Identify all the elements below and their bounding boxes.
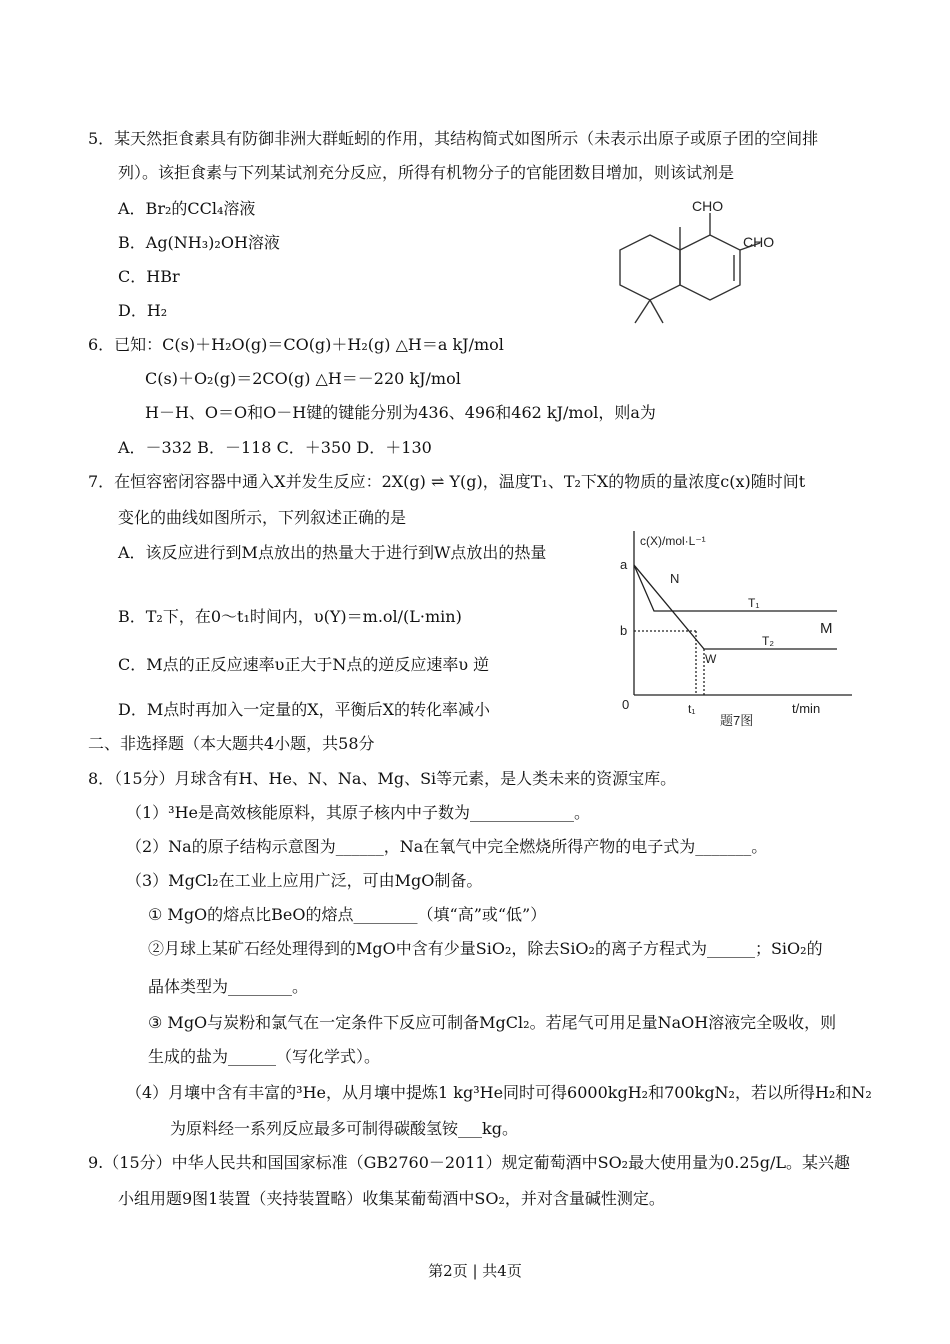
legend-t1: T₁ xyxy=(748,596,760,610)
q8-part3b-line2: 晶体类型为________。 xyxy=(148,977,309,996)
annotation-n: N xyxy=(670,571,680,586)
q7-option-a: A．该反应进行到M点放出的热量大于进行到W点放出的热量 xyxy=(118,543,547,562)
q5-stem-line2: 列）。该拒食素与下列某试剂充分反应，所得有机物分子的官能团数目增加，则该试剂是 xyxy=(118,163,735,182)
q5-stem-line1: 5．某天然拒食素具有防御非洲大群蚯蚓的作用，其结构简式如图所示（未表示出原子或原子团的空间排 xyxy=(88,129,819,148)
q5-option-a: A．Br₂的CCl₄溶液 xyxy=(118,199,256,218)
q8-stem: 8．（15分）月球含有H、He、N、Na、Mg、Si等元素，是人类未来的资源宝库。 xyxy=(88,769,677,788)
q8-part4-line2: 为原料经一系列反应最多可制得碳酸氢铵___kg。 xyxy=(170,1119,518,1138)
q8-part3: （3）MgCl₂在工业上应用广泛，可由MgO制备。 xyxy=(126,871,483,890)
series-t2-line xyxy=(634,565,837,649)
q7-option-d: D．M点时再加入一定量的X，平衡后X的转化率减小 xyxy=(118,700,490,719)
q6-bond-energies: H－H、O＝O和O－H键的键能分别为436、496和462 kJ/mol，则a为 xyxy=(145,403,656,422)
q8-part2: （2）Na的原子结构示意图为______，Na在氧气中完全燃烧所得产物的电子式为_______。 xyxy=(126,837,768,856)
series-t1-line xyxy=(634,565,837,611)
q7-stem-line2: 变化的曲线如图所示，下列叙述正确的是 xyxy=(118,508,407,527)
q6-options: A．－332 B．－118 C．＋350 D．＋130 xyxy=(118,438,432,457)
q8-part1: （1）³He是高效核能原料，其原子核内中子数为_____________。 xyxy=(126,803,591,822)
q5-option-b: B．Ag(NH₃)₂OH溶液 xyxy=(118,233,280,252)
molecule-label-cho-right: CHO xyxy=(743,234,775,250)
annotation-w: W xyxy=(705,652,717,666)
page-footer: 第2页 | 共4页 xyxy=(428,1262,522,1280)
q6-equation-2: C(s)＋O₂(g)＝2CO(g) △H＝－220 kJ/mol xyxy=(145,369,461,388)
q5-molecule-structure xyxy=(595,195,780,335)
q5-option-c: C．HBr xyxy=(118,267,180,286)
chart-ytick-a: a xyxy=(620,557,628,572)
q7-option-c: C．M点的正反应速率υ正大于N点的逆反应速率υ 逆 xyxy=(118,655,490,674)
q8-part3c-line1: ③ MgO与炭粉和氯气在一定条件下反应可制备MgCl₂。若尾气可用足量NaOH溶液完全吸收，则 xyxy=(148,1013,837,1032)
chart-ylabel: c(X)/mol·L⁻¹ xyxy=(640,534,706,548)
q6-stem: 6．已知：C(s)＋H₂O(g)＝CO(g)＋H₂(g) △H＝a kJ/mol xyxy=(88,335,504,354)
q7-stem-line1: 7．在恒容密闭容器中通入X并发生反应：2X(g) ⇌ Y(g)，温度T₁、T₂下X的物质的量浓度c(x)随时间t xyxy=(88,472,806,491)
legend-t2: T₂ xyxy=(762,634,774,648)
chart-xtick-0: 0 xyxy=(622,697,630,712)
section-2-heading: 二、非选择题（本大题共4小题，共58分 xyxy=(88,734,375,753)
q7-option-b: B．T₂下，在0～t₁时间内，υ(Y)＝m.ol/(L·min) xyxy=(118,607,462,626)
q8-part4-line1: （4）月壤中含有丰富的³He，从月壤中提炼1 kg³He同时可得6000kgH₂和700kgN₂，若以所得H₂和N₂ xyxy=(126,1083,872,1102)
q9-line1: 9.（15分）中华人民共和国国家标准（GB2760－2011）规定葡萄酒中SO₂最大使用量为0.25g/L。某兴趣 xyxy=(88,1153,850,1172)
q5-option-d: D．H₂ xyxy=(118,301,168,320)
chart-ytick-b: b xyxy=(620,623,628,638)
chart-xtick-t1: t₁ xyxy=(688,702,696,716)
q8-part3b-line1: ②月球上某矿石经处理得到的MgO中含有少量SiO₂，除去SiO₂的离子方程式为______；SiO₂的 xyxy=(148,939,823,958)
q8-part3c-line2: 生成的盐为______（写化学式）。 xyxy=(148,1047,381,1066)
molecule-label-cho-top: CHO xyxy=(692,198,724,214)
chart-xlabel: t/min xyxy=(792,701,821,716)
q9-line2: 小组用题9图1装置（夹持装置略）收集某葡萄酒中SO₂，并对含量碱性测定。 xyxy=(118,1189,665,1208)
annotation-m: M xyxy=(820,620,833,637)
chart-title: 题7图 xyxy=(720,713,754,728)
q7-concentration-chart xyxy=(612,525,867,735)
q8-part3a: ① MgO的熔点比BeO的熔点________（填“高”或“低”） xyxy=(148,905,547,924)
